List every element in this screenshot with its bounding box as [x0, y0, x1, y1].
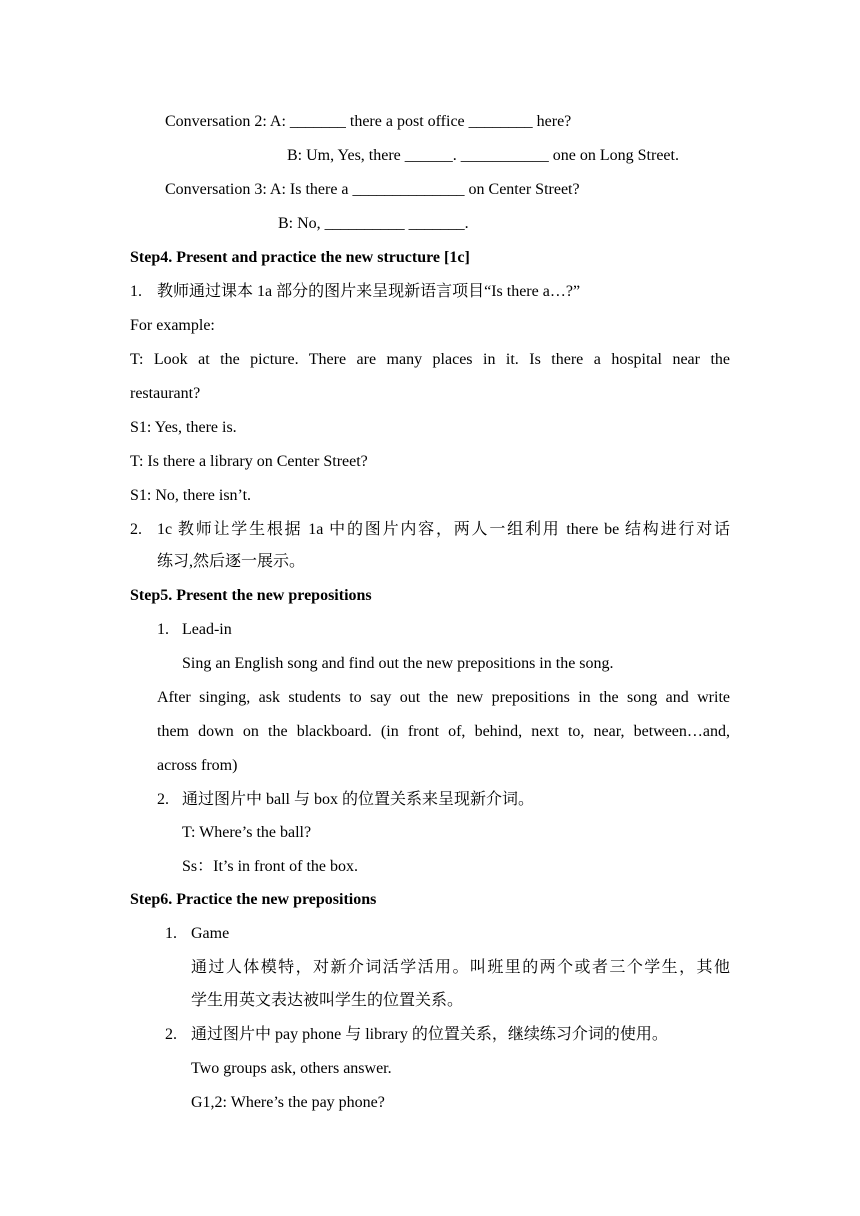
sing-instruction: Sing an English song and find out the new prepositions in the song.: [182, 655, 614, 672]
teacher-question-ball: T: Where’s the ball?: [182, 824, 312, 841]
group-question-pay-phone: G1,2: Where’s the pay phone?: [191, 1094, 385, 1111]
teacher-question-hospital-cont: restaurant?: [130, 385, 201, 402]
step5-item-1-number: 1.: [157, 621, 169, 638]
for-example-label: For example:: [130, 317, 215, 334]
step6-item-1-text: Game: [191, 925, 230, 942]
game-description-line-2: 学生用英文表达被叫学生的位置关系。: [191, 992, 464, 1009]
step4-heading: [130, 248, 470, 268]
step5-item-2-number: 2.: [157, 791, 169, 808]
step4-item-1-text: 教师通过课本 1a 部分的图片来呈现新语言项目“Is there a…?”: [157, 283, 581, 300]
step4-item-2-number: 2.: [130, 521, 142, 538]
two-groups-instruction: Two groups ask, others answer.: [191, 1060, 392, 1077]
step4-item-1-number: 1.: [130, 283, 142, 300]
teacher-question-hospital: T: Look at the picture. There are many places in it. Is there a hospital near the: [130, 351, 730, 368]
after-singing-line-2: them down on the blackboard. (in front of, behind, next to, near, between…and,: [157, 723, 730, 740]
step5-item-1-text: Lead-in: [182, 621, 232, 638]
step6-item-2-number: 2.: [165, 1026, 177, 1043]
student-answer-yes: S1: Yes, there is.: [130, 419, 237, 436]
step6-item-1-number: 1.: [165, 925, 177, 942]
step5-item-2-text: 通过图片中 ball 与 box 的位置关系来呈现新介词。: [182, 791, 534, 808]
game-description-line-1: 通过人体模特，对新介词活学活用。叫班里的两个或者三个学生，其他: [191, 959, 730, 976]
conversation-3-b: B: No, __________ _______.: [278, 215, 469, 232]
conversation-2-a: Conversation 2: A: _______ there a post office ________ here?: [165, 113, 572, 130]
step4-item-2-text: 1c 教师让学生根据 1a 中的图片内容，两人一组利用 there be 结构进行对话: [157, 521, 730, 538]
step6-item-2-text: 通过图片中 pay phone 与 library 的位置关系，继续练习介词的使用。: [191, 1026, 668, 1043]
step6-heading: Step6. Practice the new prepositions: [130, 891, 377, 908]
after-singing-line-1: After singing, ask students to say out the new prepositions in the song and write: [157, 689, 730, 706]
after-singing-line-3: across from): [157, 757, 238, 774]
teacher-question-library: T: Is there a library on Center Street?: [130, 453, 368, 470]
conversation-2-b: B: Um, Yes, there ______. ___________ one on Long Street.: [287, 147, 679, 164]
step4-title: . Present and practice the new structure [1c]: [168, 249, 470, 266]
step5-heading: Step5. Present the new prepositions: [130, 587, 372, 604]
step4-label: Step4: [130, 249, 169, 266]
step4-item-2-cont: 练习,然后逐一展示。: [157, 553, 306, 570]
students-answer-box: Ss：It’s in front of the box.: [182, 858, 358, 875]
student-answer-no: S1: No, there isn’t.: [130, 487, 252, 504]
conversation-3-a: Conversation 3: A: Is there a ______________ on Center Street?: [165, 181, 580, 198]
